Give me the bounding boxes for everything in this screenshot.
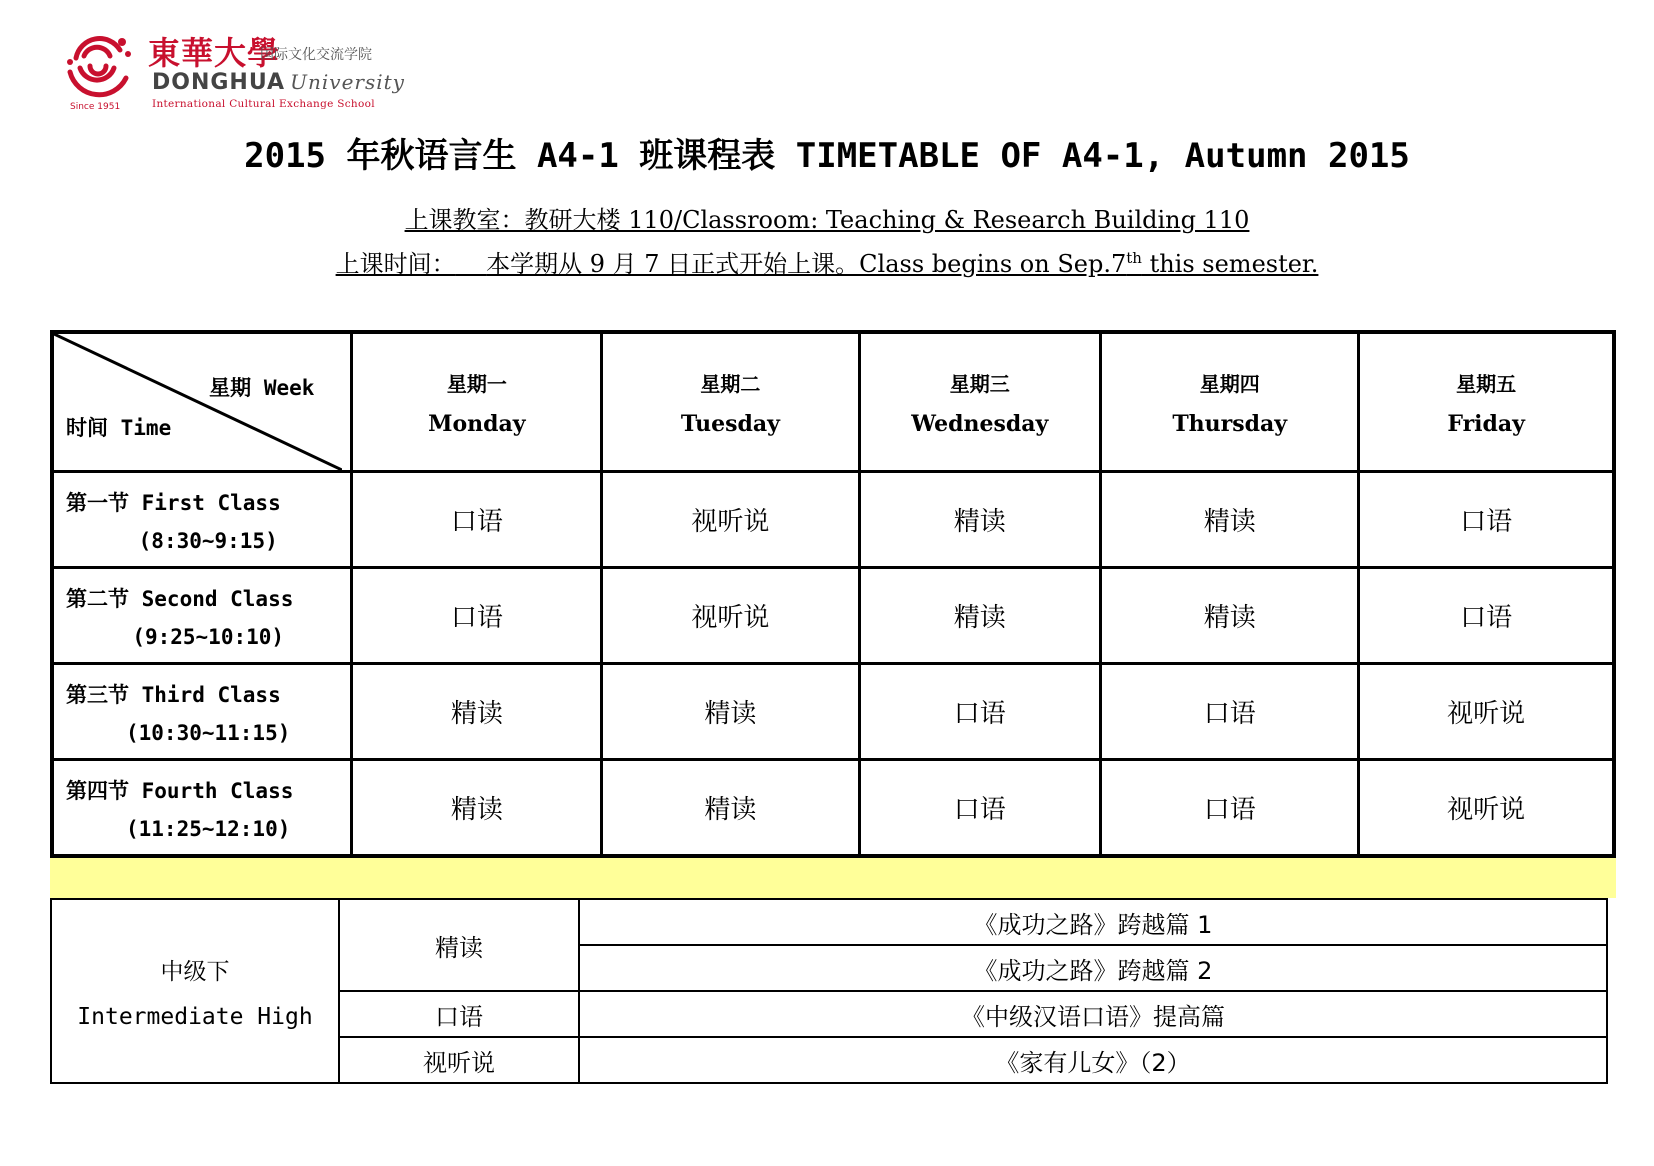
period-label: 第三节 Third Class	[66, 682, 281, 707]
day-cn: 星期四	[1199, 371, 1260, 396]
textbook-course: 精读	[339, 899, 579, 991]
logo-cn-school: 国际文化交流学院	[260, 47, 372, 63]
day-en: Tuesday	[680, 410, 780, 437]
start-time-sup: th	[1126, 249, 1142, 267]
textbook-course: 视听说	[339, 1037, 579, 1083]
timetable-row	[52, 760, 1614, 857]
logo-en-name	[152, 70, 405, 95]
period-cell	[52, 472, 352, 568]
page-title: 2015 年秋语言生 A4-1 班课程表 TIMETABLE OF A4-1, Autumn 2015	[244, 136, 1410, 176]
classroom-info	[0, 200, 1654, 235]
course-cell: 口语	[1359, 472, 1614, 568]
textbook-course: 口语	[339, 991, 579, 1037]
start-time-info	[0, 244, 1654, 279]
period-label: 第一节 First Class	[66, 490, 281, 515]
highlight-band	[50, 858, 1616, 898]
course-cell: 口语	[859, 664, 1101, 760]
day-header	[1101, 332, 1359, 472]
day-header	[602, 332, 859, 472]
course-cell: 精读	[1101, 568, 1359, 664]
timetable-corner-cell	[52, 332, 352, 472]
course-cell: 视听说	[602, 568, 859, 664]
logo-cn-name: 東華大學	[148, 34, 281, 72]
textbook-title: 《成功之路》跨越篇 2	[579, 945, 1607, 991]
day-en: Thursday	[1172, 410, 1288, 437]
logo-since: Since 1951	[70, 102, 121, 112]
course-cell: 口语	[859, 760, 1101, 857]
period-time: (9:25~10:10)	[132, 624, 285, 649]
university-logo	[62, 28, 422, 118]
level-cn: 中级下	[160, 958, 230, 985]
period-label: 第四节 Fourth Class	[66, 778, 294, 803]
day-en: Wednesday	[911, 410, 1049, 437]
day-header	[859, 332, 1101, 472]
course-cell: 精读	[352, 664, 602, 760]
day-cn: 星期三	[949, 371, 1010, 396]
corner-time-label: 时间 Time	[66, 416, 172, 440]
course-cell: 口语	[1101, 760, 1359, 857]
course-cell: 口语	[1359, 568, 1614, 664]
course-cell: 精读	[602, 664, 859, 760]
textbook-title: 《家有儿女》（2）	[579, 1037, 1607, 1083]
logo-en-name-italic: University	[290, 70, 405, 94]
course-cell: 精读	[859, 568, 1101, 664]
day-en: Monday	[428, 410, 526, 437]
course-cell: 视听说	[1359, 664, 1614, 760]
day-cn: 星期二	[700, 371, 761, 396]
course-cell: 精读	[1101, 472, 1359, 568]
period-cell	[52, 760, 352, 857]
start-time-text	[336, 250, 1319, 278]
timetable-row	[52, 472, 1614, 568]
donghua-emblem-icon	[62, 28, 142, 100]
timetable	[50, 330, 1616, 858]
period-cell	[52, 568, 352, 664]
day-header	[352, 332, 602, 472]
logo-en-name-bold: DONGHUA	[152, 70, 286, 95]
day-header	[1359, 332, 1614, 472]
textbook-title: 《成功之路》跨越篇 1	[579, 899, 1607, 945]
course-cell: 口语	[352, 472, 602, 568]
start-time-suffix: this semester.	[1141, 250, 1319, 278]
course-cell: 精读	[352, 760, 602, 857]
course-cell: 口语	[1101, 664, 1359, 760]
day-cn: 星期五	[1456, 371, 1517, 396]
period-label: 第二节 Second Class	[66, 586, 294, 611]
level-en: Intermediate High	[77, 1003, 313, 1030]
period-time: (8:30~9:15)	[138, 528, 278, 553]
day-en: Friday	[1447, 410, 1525, 437]
period-cell	[52, 664, 352, 760]
start-time-body: 本学期从 9 月 7 日正式开始上课。Class begins on Sep.7	[486, 250, 1127, 278]
classroom-text: 上课教室：教研大楼 110/Classroom: Teaching & Research Building 110	[404, 206, 1250, 234]
timetable-row	[52, 664, 1614, 760]
day-cn: 星期一	[446, 371, 507, 396]
logo-en-school: International Cultural Exchange School	[152, 98, 375, 110]
timetable-header-row	[52, 332, 1614, 472]
course-cell: 视听说	[1359, 760, 1614, 857]
corner-week-label: 星期 Week	[209, 376, 315, 400]
textbook-table	[50, 898, 1608, 1084]
course-cell: 精读	[859, 472, 1101, 568]
course-cell: 精读	[602, 760, 859, 857]
textbook-row	[51, 899, 1607, 945]
start-time-prefix: 上课时间：	[335, 250, 456, 278]
textbook-title: 《中级汉语口语》提高篇	[579, 991, 1607, 1037]
timetable-row	[52, 568, 1614, 664]
level-cell	[51, 899, 339, 1083]
diagonal-divider	[54, 334, 342, 470]
period-time: (10:30~11:15)	[126, 720, 291, 745]
course-cell: 口语	[352, 568, 602, 664]
period-time: (11:25~12:10)	[126, 816, 291, 841]
course-cell: 视听说	[602, 472, 859, 568]
